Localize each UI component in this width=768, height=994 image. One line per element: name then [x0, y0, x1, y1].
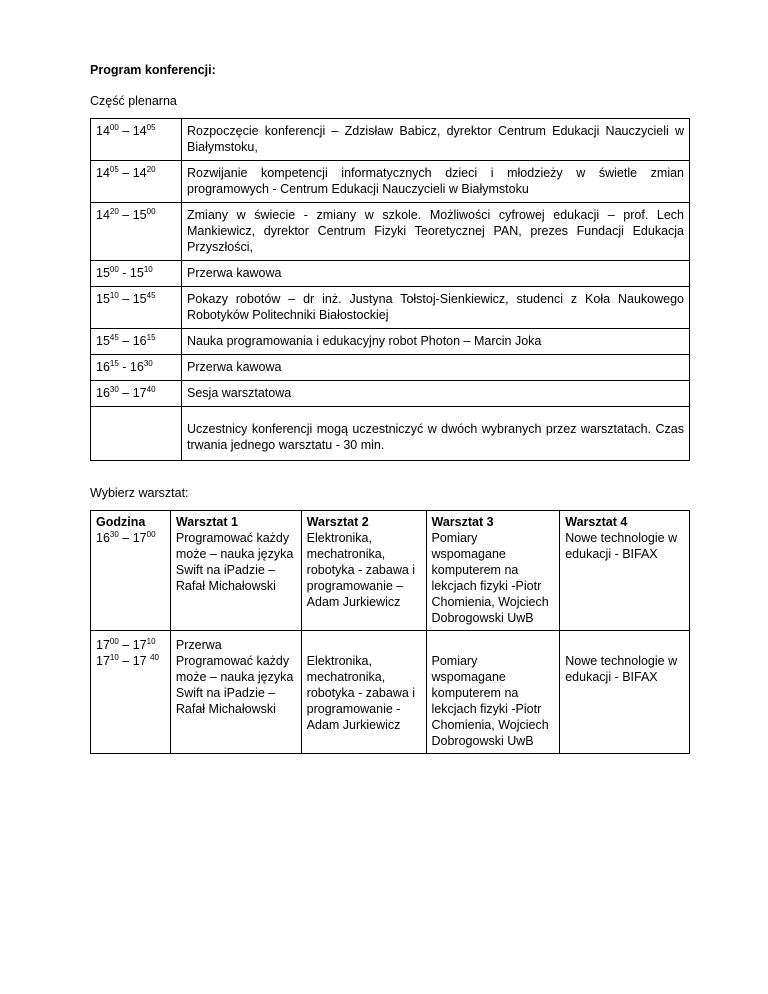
- schedule-row: [91, 329, 690, 355]
- time-cell: $15^{00} - 15^{10}$: [91, 261, 182, 287]
- document-page: [90, 62, 690, 754]
- workshop-3-session-2: Pomiary wspomagane komputerem na lekcjach fizyki -Piotr Chomienia, Wojciech Dobrogowski UwB: [431, 654, 549, 748]
- agenda-text: Rozwijanie kompetencji informatycznych dzieci i młodzieży w świetle zmian programowych - Centrum Edukacji Nauczycieli w Białymstoku: [182, 161, 690, 203]
- workshop-note: Uczestnicy konferencji mogą uczestniczyć w dwóch wybranych przez warsztatach. Czas trwania jednego warsztatu - 30 min.: [182, 407, 690, 461]
- page-title: Program konferencji:: [90, 63, 216, 77]
- workshop-4-session-1: Nowe technologie w edukacji - BIFAX: [565, 531, 678, 561]
- agenda-text: Sesja warsztatowa: [182, 381, 690, 407]
- workshop-cell-4: [560, 511, 690, 631]
- time-cell: $16^{15} - 16^{30}$: [91, 355, 182, 381]
- workshop-cell-4: [560, 631, 690, 754]
- schedule-row: [91, 203, 690, 261]
- schedule-row: [91, 261, 690, 287]
- time-cell-empty: [91, 407, 182, 461]
- break-label: Przerwa: [175, 638, 222, 652]
- schedule-row: [91, 161, 690, 203]
- schedule-row: [91, 381, 690, 407]
- schedule-row: [91, 287, 690, 329]
- time-cell: $16^{30} - 17^{40}$: [91, 381, 182, 407]
- header-godzina: Godzina: [96, 515, 146, 529]
- workshop-3-session-1: Pomiary wspomagane komputerem na lekcjach fizyki -Piotr Chomienia, Wojciech Dobrogowski UwB: [431, 531, 549, 625]
- header-warsztat-4: Warsztat 4: [565, 515, 628, 529]
- workshop-cell-1: [170, 511, 301, 631]
- agenda-text: Zmiany w świecie - zmiany w szkole. Możliwości cyfrowej edukacji – prof. Lech Mankiewicz, dyrektor Centrum Fizyki Teoretycznej PAN, prezes Fundacji Edukacja Przyszłości,: [182, 203, 690, 261]
- workshop-1-session-2: Programować każdy może – nauka języka Swift na iPadzie – Rafał Michałowski: [175, 654, 294, 716]
- schedule-row: [91, 119, 690, 161]
- time-cell: $15^{10} - 15^{45}$: [91, 287, 182, 329]
- header-warsztat-3: Warsztat 3: [431, 515, 494, 529]
- workshop-2-session-2: Elektronika, mechatronika, robotyka - zabawa i programowanie - Adam Jurkiewicz: [306, 654, 416, 732]
- schedule-row: [91, 407, 690, 461]
- time-cell: Godzina $16^{30} - 17^{00}$: [91, 511, 171, 631]
- time-cell: $14^{20} - 15^{00}$: [91, 203, 182, 261]
- agenda-text: Pokazy robotów – dr inż. Justyna Tołstoj-Sienkiewicz, studenci z Koła Naukowego Robotyków Politechniki Białostockiej: [182, 287, 690, 329]
- plenary-schedule-table: [90, 118, 690, 461]
- header-warsztat-1: Warsztat 1: [175, 515, 238, 529]
- agenda-text: Przerwa kawowa: [182, 261, 690, 287]
- workshop-cell-1: [170, 631, 301, 754]
- workshop-row: [91, 631, 690, 754]
- time-cell: $17^{00} - 17^{10}$ $17^{10} - 17$ $^{40}$: [91, 631, 171, 754]
- workshop-cell-3: [426, 511, 560, 631]
- time-cell: $15^{45} - 16^{15}$: [91, 329, 182, 355]
- workshop-4-session-2: Nowe technologie w edukacji - BIFAX: [565, 654, 678, 684]
- workshop-cell-3: [426, 631, 560, 754]
- agenda-text: Rozpoczęcie konferencji – Zdzisław Babicz, dyrektor Centrum Edukacji Nauczycieli w Białymstoku,: [182, 119, 690, 161]
- choose-workshop-label: Wybierz warsztat:: [90, 486, 189, 500]
- time-cell: $14^{05} - 14^{20}$: [91, 161, 182, 203]
- header-warsztat-2: Warsztat 2: [306, 515, 369, 529]
- agenda-text: Przerwa kawowa: [182, 355, 690, 381]
- workshop-2-session-1: Elektronika, mechatronika, robotyka - zabawa i programowanie – Adam Jurkiewicz: [306, 531, 416, 609]
- workshop-cell-2: [301, 631, 426, 754]
- time-cell: $14^{00} - 14^{05}$: [91, 119, 182, 161]
- workshops-table: [90, 510, 690, 754]
- workshop-row: [91, 511, 690, 631]
- agenda-text: Nauka programowania i edukacyjny robot Photon – Marcin Joka: [182, 329, 690, 355]
- workshop-cell-2: [301, 511, 426, 631]
- schedule-row: [91, 355, 690, 381]
- plenary-section-label: Część plenarna: [90, 94, 177, 108]
- workshop-1-session-1: Programować każdy może – nauka języka Swift na iPadzie – Rafał Michałowski: [175, 531, 294, 593]
